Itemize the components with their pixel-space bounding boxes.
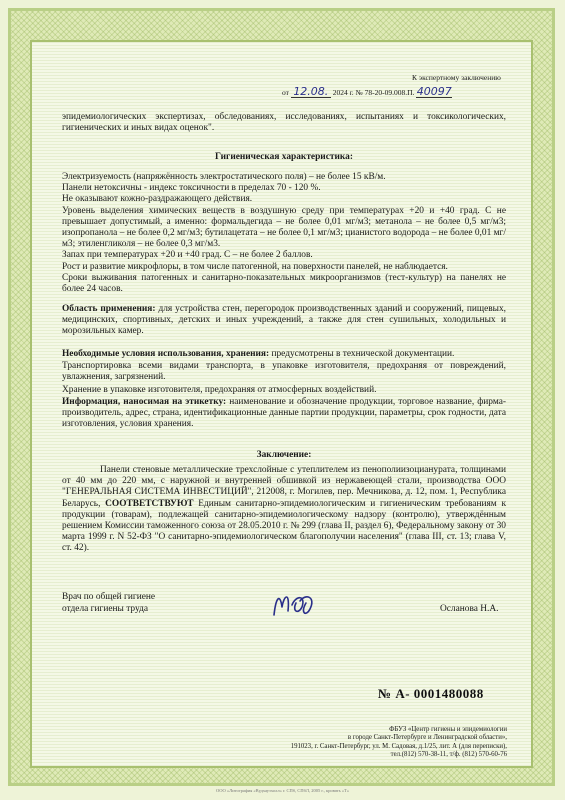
hygiene-list [62,172,506,295]
label-info-paragraph [62,397,506,431]
serial-text: № А- 0001480088 [378,686,484,701]
transport-paragraph: Транспортировка всеми видами транспорта, в упаковке изготовителя, предохраняя от повреждений, увлажнения, загрязнений. [62,361,506,383]
header-date-line [282,86,452,98]
date-year-number: 2024 г. № 78-20-09.008.П. [332,88,415,97]
printer-imprint: ООО «Литография «Вудхаузхолл» г. СПб, СПбЛ, 2005 г., кровать «Т» [216,788,349,793]
conditions-paragraph [62,349,506,360]
signer-role-1: Врач по общей гигиене [62,592,156,602]
handwritten-date: 12.08. [291,86,331,98]
application-text: для устройства стен, перегородок производственных зданий и сооружений, пищевых, медицинских, спортивных, детских и иных учреждений, а также для стен сушильных, холодильных и морозильных камер. [62,304,506,337]
hygiene-line: Запах при температурах +20 и +40 град. С – не более 2 баллов. [62,250,313,261]
footer-phone: тел.(812) 570-38-11, т/ф. (812) 570-60-76 [390,751,507,759]
footer-org-1: ФБУЗ «Центр гигиены и эпидемиологии [389,726,507,733]
conclusion-text-after: Единым санитарно-эпидемиологическим и гигиеническим требованиям к продукции (товарам), подлежащей санитарно-эпидемиологическому надзору (контролю), утверждённым решением Комиссии таможенного союза от 28.05.2010 г. № 299 (глава II, раздел 6), Федеральному закону от 30 марта 1999 г. N 52-ФЗ "О санитарно-эпидемиологическом благополучии населения" (глава III, ст. 13; глава V, ст. 42). [62,498,507,554]
conclusion-verdict: СООТВЕТСТВУЮТ [105,498,194,509]
hygiene-line: Электризуемость (напряжённость электростатического поля) – не более 15 кВ/м. [62,172,386,182]
storage-paragraph: Хранение в упаковке изготовителя, предохраняя от атмосферных воздействий. [62,385,377,395]
hygiene-title: Гигиеническая характеристика: [215,152,353,162]
hygiene-line: Рост и развитие микрофлоры, в том числе патогенной, на поверхности панелей, не наблюдается. [62,261,448,272]
application-label: Область применения: [62,304,156,314]
application-paragraph [62,304,506,338]
date-prefix: от [282,88,289,97]
hygiene-line: Уровень выделения химических веществ в воздушную среду при температурах +20 и +40 град. С не превышает допустимый, а именно: формальдегида – не более 0,01 мг/м3; метанола – не более 0,5 мг/м3; изопропанола – не более 0,2 мг/м3; бутилацетата – не более 0,1 мг/м3; цианистого водорода – не более 0,01 мг/м3; этиленгликоля – не более 0,3 мг/м3. [62,205,506,250]
form-serial-number [378,686,484,702]
hygiene-line: Сроки выживания патогенных и санитарно-показательных микроорганизмов (тест-культур) на панелях не более 24 часов. [62,272,506,295]
hygiene-line: Не оказывают кожно-раздражающего действия. [62,194,253,205]
conclusion-paragraph [62,465,506,555]
annex-label: К экспертному заключению [412,73,501,82]
footer-address: 191023, г. Санкт-Петербург, ул. М. Садовая, д.1/25, лит. А (для переписки), [290,742,507,750]
label-info-label: Информация, наносимая на этикетку: [62,397,227,407]
hygiene-line: Панели нетоксичны - индекс токсичности в пределах 70 - 120 %. [62,183,321,194]
signer-role-2: отдела гигиены труда [62,604,148,614]
footer-block [207,726,507,760]
label-info-text: наименование и обозначение продукции, торговое название, фирма-производитель, адрес, страна, идентификационные данные партии продукции, параметры, срок годности, дата изготовления, условия хранения. [62,397,506,430]
handwritten-number: 40097 [416,85,452,98]
signer-name: Осланова Н.А. [440,604,499,614]
footer-org-2: в городе Санкт-Петербурге и Ленинградской области», [347,734,507,742]
handwritten-signature [266,585,326,625]
conditions-label: Необходимые условия использования, хранения: [62,349,270,359]
conditions-text: предусмотрены в технической документации. [269,349,455,359]
conclusion-title: Заключение: [256,450,312,460]
intro-paragraph: эпидемиологических экспертизах, обследованиях, исследованиях, испытаниях и токсикологических, гигиенических и иных видах оценок". [62,112,506,134]
conclusion-text-before: Панели стеновые металлические трехслойные с утеплителем из пенополиизоцианурата, толщинами от 40 мм до 220 мм, с наружной и внутренней обшивкой из нержавеющей стали, производства ООО "ГЕНЕРАЛЬНАЯ СИСТЕМА ИНВЕСТИЦИЙ", 212008, г. Могилев, пер. Мечникова, д. 12, пом. 1, Республика Беларусь, [62,465,506,509]
